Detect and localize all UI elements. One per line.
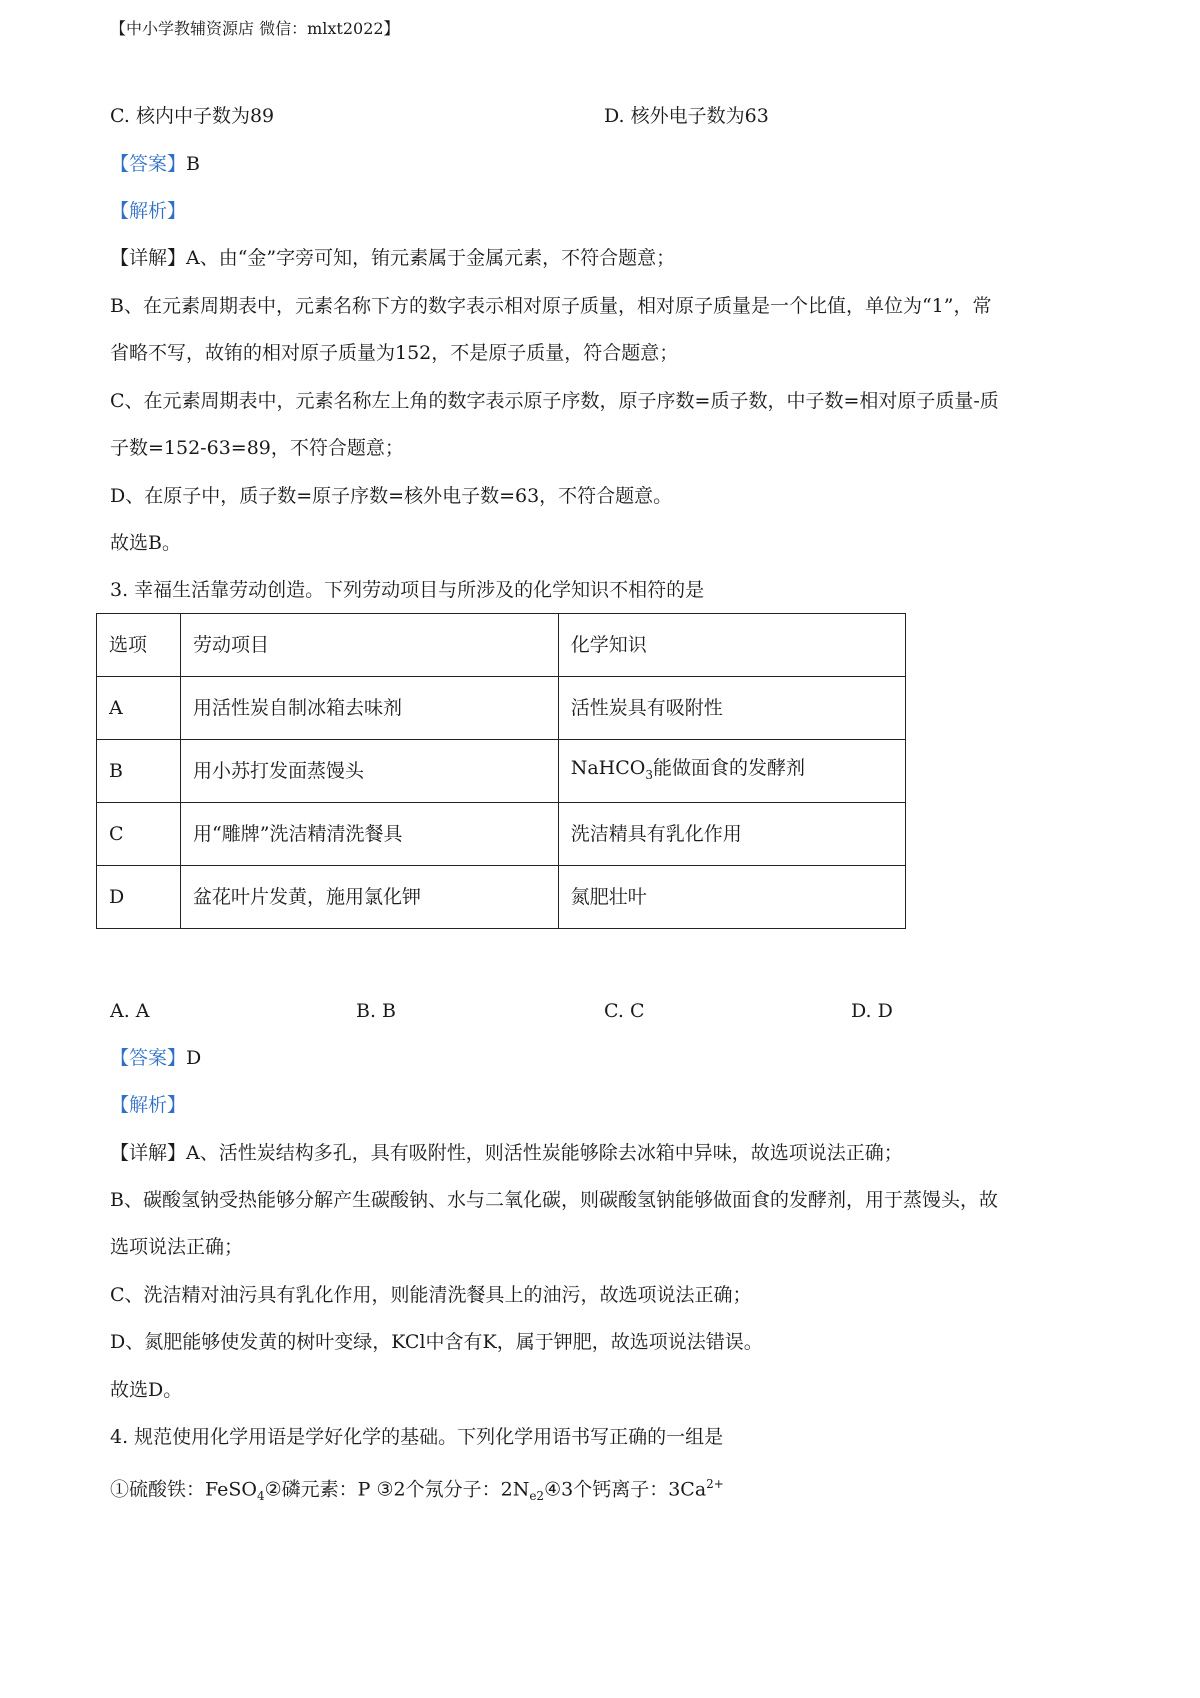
table-cell-item: 盆花叶片发黄，施用氯化钾: [181, 866, 559, 929]
q3-table: [96, 613, 906, 929]
q2-detail-line: 子数=152-63=89，不符合题意；: [110, 437, 404, 459]
table-cell-option: A: [97, 677, 181, 740]
table-row: [97, 803, 906, 866]
table-cell-item: 用“雕牌”洗洁精清洗餐具: [181, 803, 559, 866]
formula-text: NaHCO: [570, 756, 646, 779]
q2-detail-line: D、在原子中，质子数=原子序数=核外电子数=63，不符合题意。: [110, 485, 673, 507]
q2-detail-line: 【详解】A、由“金”字旁可知，铕元素属于金属元素，不符合题意；: [110, 247, 676, 269]
q4-item-text: ①硫酸铁：FeSO: [110, 1478, 257, 1501]
q2-analysis-tag: 【解析】: [110, 200, 187, 222]
q3-detail-line: B、碳酸氢钠受热能够分解产生碳酸钠、水与二氧化碳，则碳酸氢钠能够做面食的发酵剂，用于蒸馒头，故: [110, 1189, 998, 1211]
table-cell-knowledge: 洗洁精具有乳化作用: [558, 803, 905, 866]
table-cell-item: 用小苏打发面蒸馒头: [181, 740, 559, 803]
answer-tag: 【答案】: [110, 153, 187, 175]
q3-choice-c: C. C: [604, 1000, 645, 1022]
q3-conclusion: 故选D。: [110, 1379, 183, 1401]
q3-analysis-tag: 【解析】: [110, 1094, 187, 1116]
q3-detail-line: D、氮肥能够使发黄的树叶变绿，KCl中含有K，属于钾肥，故选项说法错误。: [110, 1331, 763, 1353]
formula-subscript: 4: [256, 1489, 265, 1504]
q2-detail-line: 省略不写，故铕的相对原子质量为152，不是原子质量，符合题意；: [110, 342, 679, 364]
answer-value: D: [186, 1047, 202, 1069]
formula-subscript: e2: [529, 1489, 545, 1504]
q3-choice-b: B. B: [356, 1000, 397, 1022]
page-header: 【中小学教辅资源店 微信：mlxt2022】: [110, 19, 400, 38]
formula-subscript: 3: [645, 767, 653, 782]
q2-conclusion: 故选B。: [110, 532, 181, 554]
table-cell-knowledge: [558, 740, 905, 803]
table-cell-option: D: [97, 866, 181, 929]
formula-superscript: 2+: [706, 1477, 724, 1491]
q3-stem: 3. 幸福生活靠劳动创造。下列劳动项目与所涉及的化学知识不相符的是: [110, 579, 705, 601]
q3-detail-line: 选项说法正确；: [110, 1236, 244, 1258]
q4-item-text: ④3个钙离子：3Ca: [544, 1478, 707, 1501]
table-cell-knowledge: 氮肥壮叶: [558, 866, 905, 929]
table-cell-option: B: [97, 740, 181, 803]
q2-detail-line: B、在元素周期表中，元素名称下方的数字表示相对原子质量，相对原子质量是一个比值，单位为“1”，常: [110, 295, 992, 317]
knowledge-text: 能做面食的发酵剂: [652, 756, 805, 779]
q4-stem: 4. 规范使用化学用语是学好化学的基础。下列化学用语书写正确的一组是: [110, 1426, 724, 1448]
q4-item-text: ②磷元素：P ③2个氖分子：2N: [264, 1478, 530, 1501]
table-header-cell: 选项: [97, 614, 181, 677]
table-cell-knowledge: 活性炭具有吸附性: [558, 677, 905, 740]
answer-value: B: [186, 153, 200, 175]
q4-items: [110, 1471, 724, 1509]
q2-option-c: C. 核内中子数为89: [110, 105, 275, 127]
q3-choice-a: A. A: [110, 1000, 150, 1022]
q2-detail-line: C、在元素周期表中，元素名称左上角的数字表示原子序数，原子序数=质子数，中子数=相对原子质量-质: [110, 390, 999, 412]
table-header-row: [97, 614, 906, 677]
table-cell-item: 用活性炭自制冰箱去味剂: [181, 677, 559, 740]
q3-choice-d: D. D: [851, 1000, 893, 1022]
table-row: [97, 866, 906, 929]
q3-answer: [110, 1045, 201, 1071]
table-header-cell: 化学知识: [558, 614, 905, 677]
table-header-cell: 劳动项目: [181, 614, 559, 677]
answer-tag: 【答案】: [110, 1047, 187, 1069]
table-row: [97, 740, 906, 803]
q2-answer: [110, 151, 200, 177]
table-row: [97, 677, 906, 740]
q3-detail-line: 【详解】A、活性炭结构多孔，具有吸附性，则活性炭能够除去冰箱中异味，故选项说法正确；: [110, 1142, 903, 1164]
q2-option-d: D. 核外电子数为63: [604, 105, 769, 127]
table-cell-option: C: [97, 803, 181, 866]
q3-detail-line: C、洗洁精对油污具有乳化作用，则能清洗餐具上的油污，故选项说法正确；: [110, 1284, 752, 1306]
